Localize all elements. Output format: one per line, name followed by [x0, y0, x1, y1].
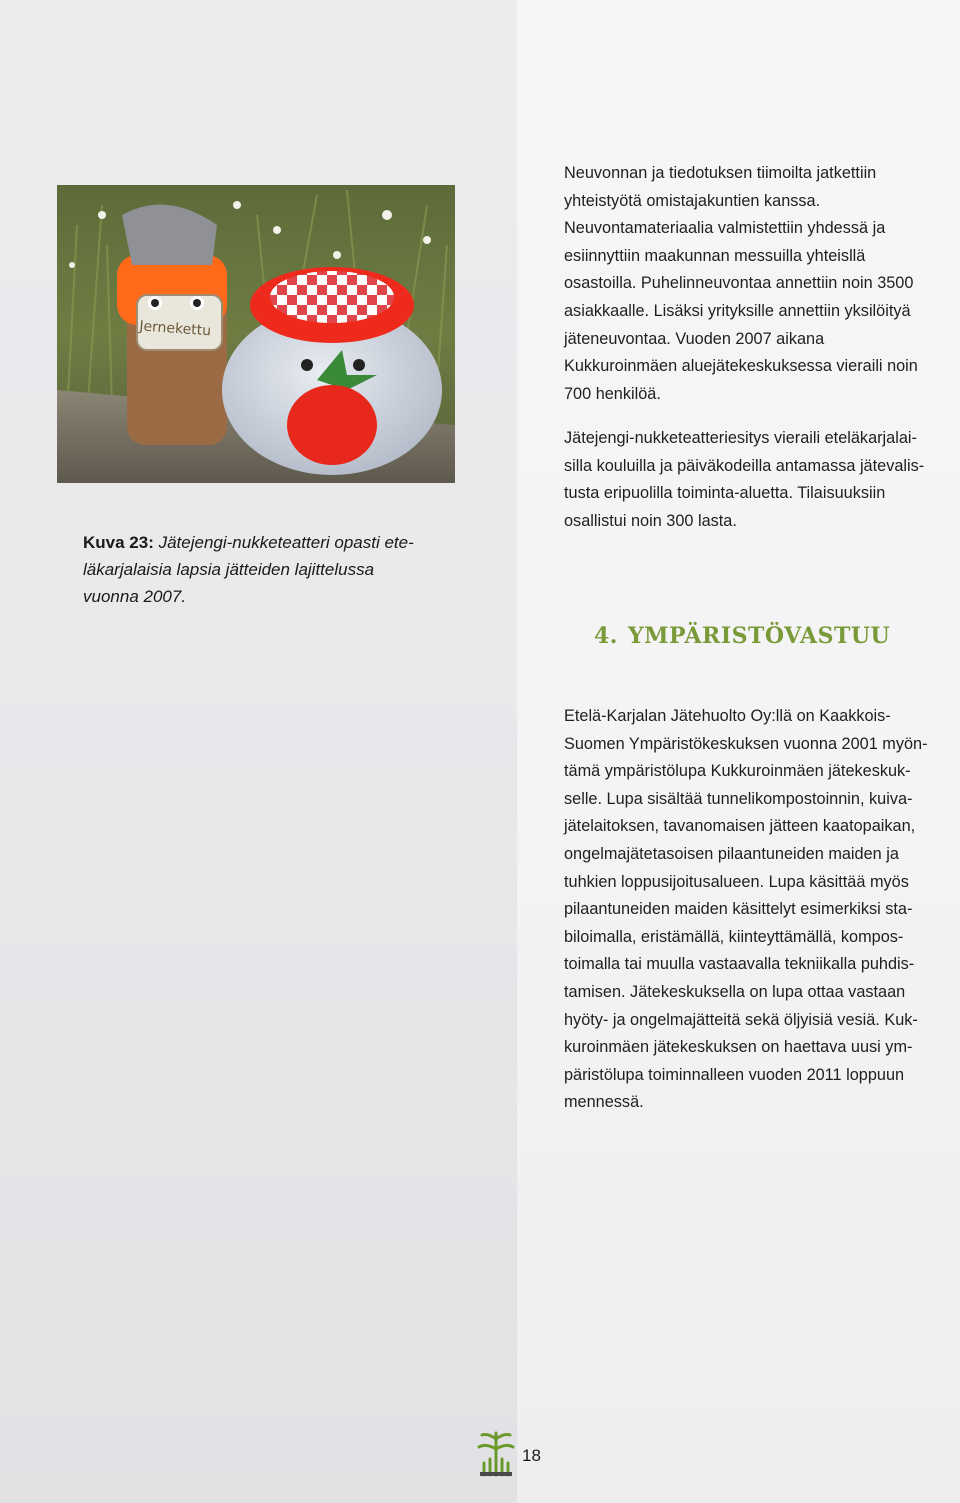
puppet-name-text: Jernekettu — [138, 318, 212, 340]
caption-label: Kuva 23: — [83, 533, 154, 552]
paragraph-neuvonta: Neuvonnan ja tiedotuksen tiimoilta jatkettiin yhteistyötä omistajakuntien kanssa. Neuvontamateriaalia valmistettiin yhdessä ja esiinnyttiin maakunnan messuilla yhteisllä osastoilla. Puhelinneuvontaa annettiin noin 3500 asiakkaalle. Lisäksi yrityksille annettiin yksilöityä jäteneuvontaa. Vuoden 2007 aikana Kukkuroinmäen aluejätekeskuksessa vieraili noin 700 henkilöä. — [564, 164, 918, 403]
section-heading — [594, 623, 890, 649]
caption-line-3: vuonna 2007. — [83, 587, 187, 606]
section-title: YMPÄRISTÖVASTUU — [627, 623, 891, 649]
paragraph-nukketeatteri: Jätejengi-nukketeatteriesitys vieraili eteläkarjalai- silla kouluilla ja päiväkodeilla antamassa jätevalis- tusta eripuolilla toiminta-aluetta. Tilaisuuksiin osallistui noin 300 lasta. — [564, 429, 925, 530]
puppet-photo-icon — [57, 185, 455, 483]
section-number: 4. — [594, 623, 618, 649]
puppet-photo — [57, 185, 455, 483]
caption-line-2: läkarjalaisia lapsia jätteiden lajittelussa — [83, 560, 375, 579]
figure-caption — [83, 529, 453, 610]
paragraph-ymparistolupa: Etelä-Karjalan Jätehuolto Oy:llä on Kaakkois- Suomen Ympäristökeskuksen vuonna 2001 myön- tämä ympäristölupa Kukkuroinmäen jätekeskuk- selle. Lupa sisältää tunnelikompostoinnin, kuiva- jätelaitoksen, tavanomaisen jätteen kaatopaikan, ongelmajätetasoisen pilaantuneiden maiden ja tuhkien loppusijoitusalueen. Lupa käsittää myös pilaantuneiden maiden käsittelyt esimerkiksi sta- biloimalla, eristämällä, kiinteyttämällä, kompos- toimalla tai muulla vastaavalla tekniikalla puhdis- tamisen. Jätekeskuksella on lupa ottaa vastaan hyöty- ja ongelmajätteitä sekä öljyisiä vesiä. Kuk- kuroinmäen jätekeskuksen on haettava uusi ym- päristölupa toiminnalleen vuoden 2011 loppuun mennessä. — [564, 707, 928, 1112]
caption-line-1: Jätejengi-nukketeatteri opasti ete- — [153, 533, 414, 552]
page-number: 18 — [522, 1446, 541, 1465]
company-logo-icon — [476, 1425, 516, 1477]
